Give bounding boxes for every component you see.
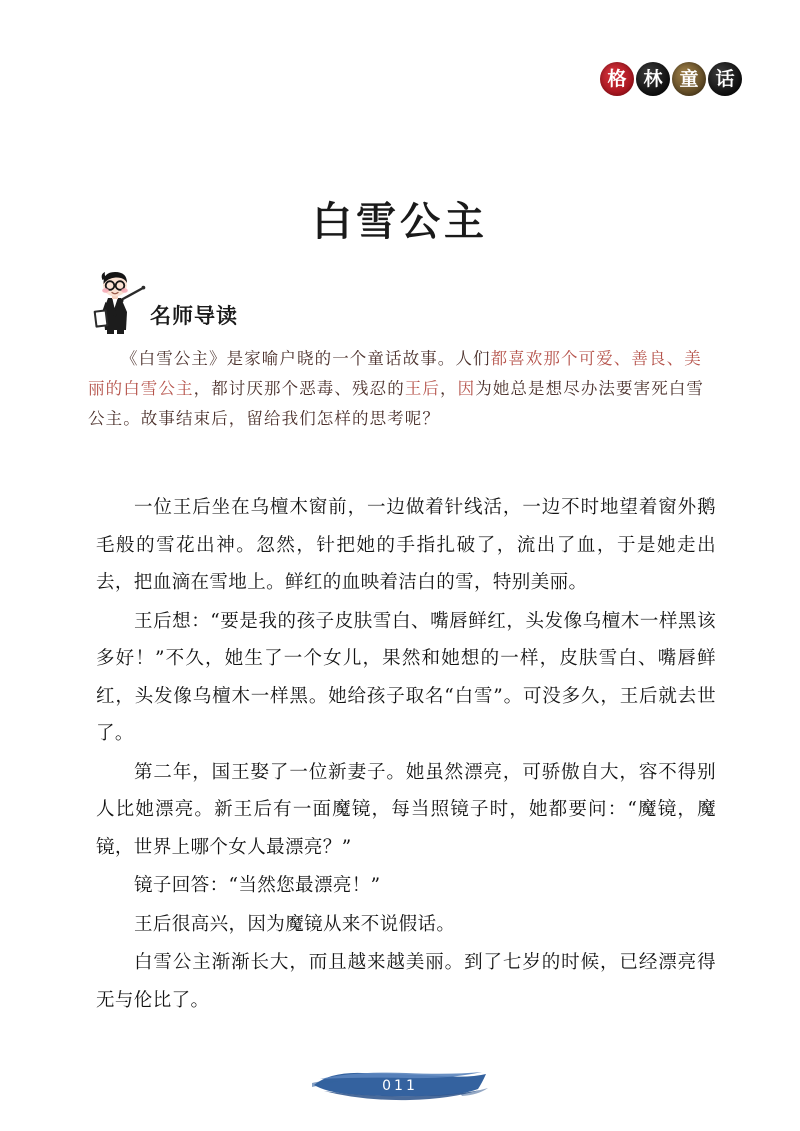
- guide-text-segment: 因: [457, 379, 476, 398]
- story-paragraph: 镜子回答：“当然您最漂亮！”: [134, 875, 381, 896]
- story-body: [96, 489, 716, 1020]
- story-paragraph: 一位王后坐在乌檀木窗前，一边做着针线活，一边不时地望着窗外鹅毛般的雪花出神。忽然，针把她的手指扎破了，流出了血，于是她走出去，把血滴在雪地上。鲜红的血映着洁白的雪，特别美丽。: [96, 497, 716, 593]
- story-paragraph: 王后很高兴，因为魔镜从来不说假话。: [134, 913, 456, 935]
- brand-seal-2: 林: [636, 62, 670, 96]
- guide-text-segment: 为她总是想尽办法要害死白雪公主。故事结束后，留给我们怎样的思考呢？: [88, 379, 705, 428]
- teacher-pointer-icon: [88, 262, 146, 336]
- guide-text-segment: ，: [440, 379, 458, 398]
- brand-seal-4: 话: [708, 62, 742, 96]
- guide-label: 名师导读: [150, 304, 238, 328]
- brand-seal-3: 童: [672, 62, 706, 96]
- page-title: 白雪公主: [312, 197, 488, 245]
- page-number-brush: [310, 1063, 490, 1109]
- page-footer: [0, 1055, 800, 1117]
- guide-text-segment: 王后: [404, 379, 441, 398]
- brand-seal-1: 格: [600, 62, 634, 96]
- story-paragraph: 王后想：“要是我的孩子皮肤雪白、嘴唇鲜红，头发像乌檀木一样黑该多好！”不久，她生了一个女儿，果然和她想的一样，皮肤雪白、嘴唇鲜红，头发像乌檀木一样黑。她给孩子取名“白雪”。可没多久，王后就去世了。: [96, 610, 716, 744]
- brand-logo: [600, 62, 742, 96]
- guide-text-segment: 都喜欢那个可爱、善良、美丽的白雪公主: [88, 349, 702, 398]
- page-number: 011: [382, 1078, 418, 1094]
- guide-text-segment: 《白雪公主》是家喻户晓的一个童话故事。人们: [121, 349, 491, 368]
- story-paragraph: 第二年，国王娶了一位新妻子。她虽然漂亮，可骄傲自大，容不得别人比她漂亮。新王后有一面魔镜，每当照镜子时，她都要问：“魔镜，魔镜，世界上哪个女人最漂亮？”: [96, 761, 716, 858]
- guide-text-segment: ，都讨厌那个恶毒、残忍的: [193, 379, 405, 398]
- story-paragraph: 白雪公主渐渐长大，而且越来越美丽。到了七岁的时候，已经漂亮得无与伦比了。: [96, 952, 716, 1011]
- guide-header: [88, 262, 238, 336]
- guide-body: [88, 344, 712, 434]
